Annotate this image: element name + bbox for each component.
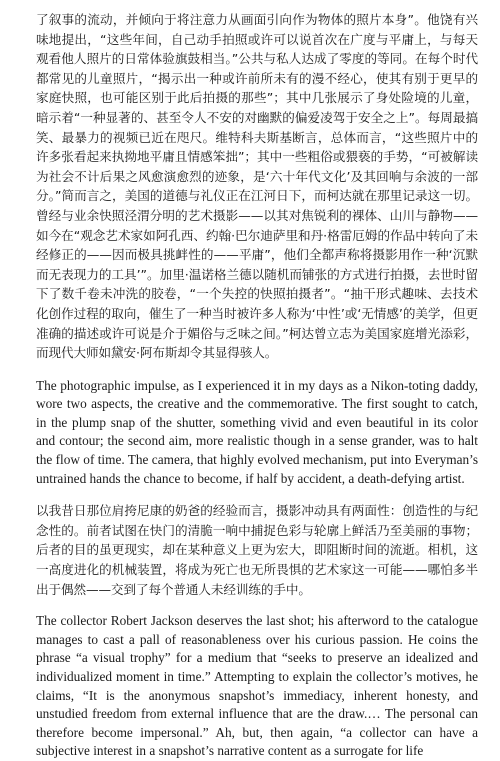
english-paragraph-2: The collector Robert Jackson deserves the last shot; his afterword to the catalogue manages to cast a pall of reasonableness over his curious passion. He coins the phrase “a visual trophy” for a medium that “seeks to preserve an idealized and individualized moment in time.” Attempting to explain the collector’s motives, he claims, “It is the anonymous snapshot’s immediacy, inherent honesty, and unstudied freedom from external influence that are the draw.… The personal can therefore become impersonal.” Ah, but, then again, “a collector can have a subjective interest in a snapshot’s narrative content as a surrogate for life xyxy=(36,613,478,759)
chinese-paragraph-1: 了叙事的流动，并倾向于将注意力从画面引向作为物体的照片本身”。他饶有兴味地提出，“这些年间，自己动手拍照或许可以说首次在广度与平庸上，与每天观看他人照片的日常体验旗鼓相当。”公共与私人达成了零度的等同。在每个时代都常见的儿童照片，“揭示出一种或许前所未有的漫不经心，使其有别于更早的家庭快照，也可能区别于此后拍摄的那些”；其中几张展示了身处险境的儿童，暗示着“一种显著的、甚至令人不安的对幽默的偏爱凌驾于安全之上”。每周最搞笑、最暴力的视频已近在咫尺。维特科夫斯基断言，总体而言，“这些照片中的许多张看起来执拗地平庸且情感笨拙”；其中一些粗俗或猥亵的手势，“可被解读为社会不计后果之风愈演愈烈的迹象，是‘六十年代文化’及其回响与余波的一部分。”简而言之，美国的道德与礼仪正在江河日下，而柯达就在那里记录这一切。曾经与业余快照泾渭分明的艺术摄影——以其对焦锐利的裸体、山川与静物——如今在“观念艺术家如阿孔西、约翰·巴尔迪萨里和丹·格雷厄姆的作品中转向了未经修正的——因而极具挑衅性的——平庸”，他们全都声称将摄影用作一种‘沉默而无表现力的工具’”。加里·温诺格兰德以随机而铺张的方式进行拍摄，去世时留下了数千卷未冲洗的胶卷，“一个失控的快照拍摄者”。“抽干形式趣味、去技术化创作过程的取向，催生了一种当时被许多人称为‘中性’或‘无情感’的美学，但更准确的描述或许可说是介于媚俗与乏味之间。”柯达曾立志为美国家庭增光添彩，而现代大师如黛安·阿布斯却令其显得骇人。 xyxy=(36,12,478,361)
paragraph-gap xyxy=(36,488,478,501)
paragraph-gap xyxy=(36,599,478,612)
chinese-paragraph-2: 以我昔日那位肩挎尼康的奶爸的经验而言，摄影冲动具有两面性：创造性的与纪念性的。前者试图在快门的清脆一响中捕捉色彩与轮廓上鲜活乃至美丽的事物；后者的目的虽更现实，却在某种意义上更为宏大，即阻断时间的流逝。相机，这一高度进化的机械装置，将成为死亡也无所畏惧的艺术家这一可能——哪怕多半出于偶然——交到了每个普通人未经训练的手中。 xyxy=(36,503,478,597)
english-paragraph-1: The photographic impulse, as I experienced it in my days as a Nikon-toting daddy, wore two aspects, the creative and the commemorative. The first sought to catch, in the plump snap of the shutter, something vivid and even beautiful in its color and contour; the second aim, more realistic though in a sense grander, was to halt the flow of time. The camera, that highly evolved mechanism, put into Everyman’s untrained hands the chance to become, if half by accident, a death-defying artist. xyxy=(36,377,478,486)
paragraph-gap xyxy=(36,363,478,377)
